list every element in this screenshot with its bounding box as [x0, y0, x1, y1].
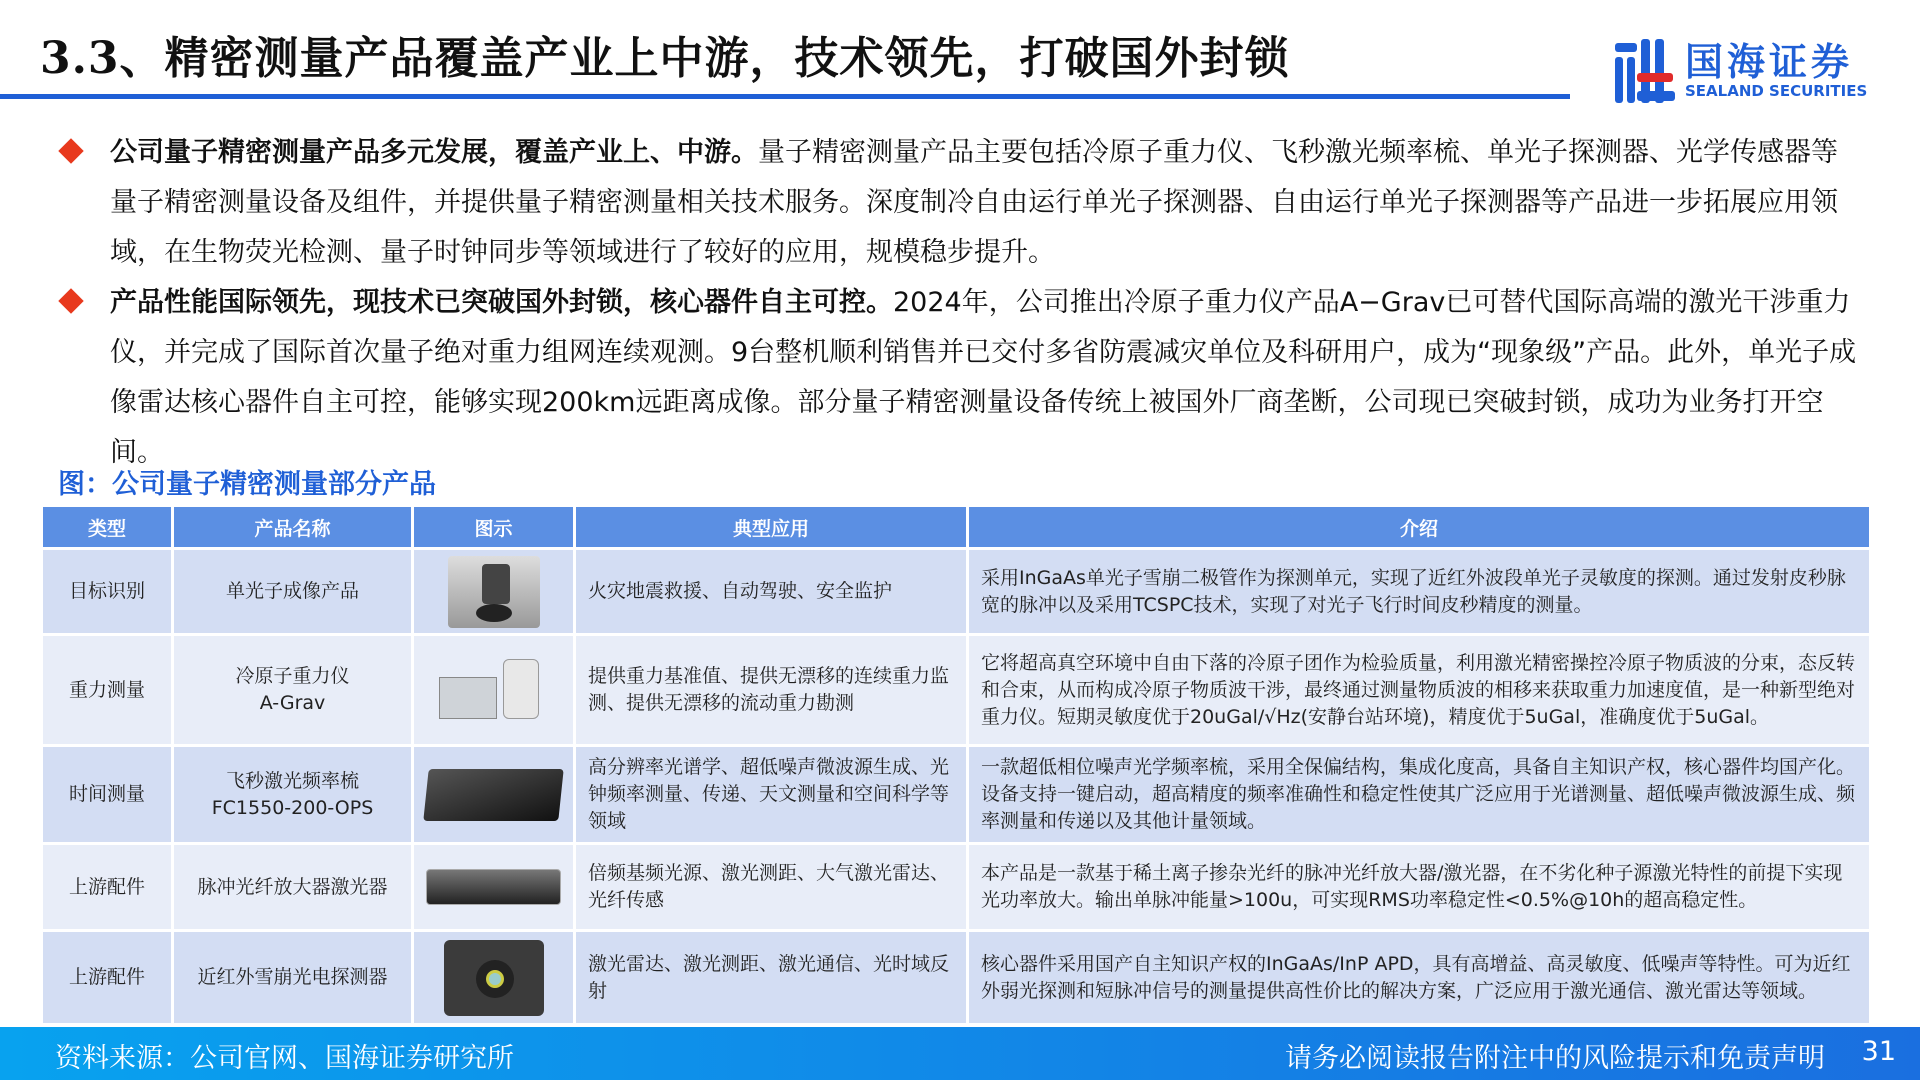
cell-type: 重力测量 [43, 636, 171, 744]
logo-en: SEALAND SECURITIES [1685, 82, 1868, 100]
cell-intro: 采用InGaAs单光子雪崩二极管作为探测单元，实现了近红外波段单光子灵敏度的探测。通过发射皮秒脉宽的脉冲以及采用TCSPC技术，实现了对光子飞行时间皮秒精度的测量。 [969, 550, 1869, 633]
logo-mark-icon [1615, 39, 1675, 103]
footer-bar [0, 1027, 1920, 1080]
product-table [40, 504, 1872, 1026]
product-image [414, 636, 573, 744]
bullet-text: 2024年，公司推出冷原子重力仪产品A−Grav已可替代国际高端的激光干涉重力仪，并完成了国际首次量子绝对重力组网连续观测。9台整机顺利销售并已交付多省防震减灾单位及科研用户，成为“现象级”产品。此外，单光子成像雷达核心器件自主可控，能够实现200km远距离成像。部分量子精密测量设备传统上被国外厂商垄断，公司现已突破封锁，成功为业务打开空间。 [110, 287, 1857, 468]
cell-application: 高分辨率光谱学、超低噪声微波源生成、光钟频率测量、传递、天文测量和空间科学等领域 [576, 747, 966, 842]
header-type: 类型 [43, 507, 171, 547]
logo-cn: 国海证券 [1685, 40, 1854, 84]
table-row [43, 636, 1869, 744]
product-image [414, 550, 573, 633]
bullet-item [58, 128, 1858, 278]
page-number: 31 [1861, 1036, 1896, 1067]
header-name: 产品名称 [174, 507, 411, 547]
cell-name: 飞秒激光频率梳 FC1550-200-OPS [174, 747, 411, 842]
cell-intro: 本产品是一款基于稀土离子掺杂光纤的脉冲光纤放大器/激光器，在不劣化种子源激光特性的前提下实现光功率放大。输出单脉冲能量>100u，可实现RMS功率稳定性<0.5%@10h的超高稳定性。 [969, 845, 1869, 929]
bullet-text: 量子精密测量产品主要包括冷原子重力仪、飞秒激光频率梳、单光子探测器、光学传感器等量子精密测量设备及组件，并提供量子精密测量相关技术服务。深度制冷自由运行单光子探测器、自由运行单光子探测器等产品进一步拓展应用领域，在生物荧光检测、量子时钟同步等领域进行了较好的应用，规模稳步提升。 [110, 137, 1838, 268]
table-row [43, 747, 1869, 842]
cell-application: 火灾地震救援、自动驾驶、安全监护 [576, 550, 966, 633]
header-image: 图示 [414, 507, 573, 547]
figure-caption: 图：公司量子精密测量部分产品 [58, 469, 436, 500]
cell-type: 时间测量 [43, 747, 171, 842]
cell-name: 近红外雪崩光电探测器 [174, 932, 411, 1023]
company-logo [1615, 36, 1880, 106]
product-image [414, 747, 573, 842]
product-image [414, 845, 573, 929]
cell-name: 脉冲光纤放大器激光器 [174, 845, 411, 929]
bullet-heading: 产品性能国际领先，现技术已突破国外封锁，核心器件自主可控。 [110, 287, 893, 318]
bullet-item [58, 278, 1858, 478]
cell-application: 激光雷达、激光测距、激光通信、光时域反射 [576, 932, 966, 1023]
cell-application: 提供重力基准值、提供无漂移的连续重力监测、提供无漂移的流动重力勘测 [576, 636, 966, 744]
cell-name: 单光子成像产品 [174, 550, 411, 633]
diamond-bullet-icon [58, 138, 83, 163]
cell-type: 上游配件 [43, 845, 171, 929]
cell-type: 上游配件 [43, 932, 171, 1023]
header-intro: 介绍 [969, 507, 1869, 547]
bullet-list [58, 128, 1858, 478]
cell-intro: 核心器件采用国产自主知识产权的InGaAs/InP APD，具有高增益、高灵敏度、低噪声等特性。可为近红外弱光探测和短脉冲信号的测量提供高性价比的解决方案，广泛应用于激光通信、激光雷达等领域。 [969, 932, 1869, 1023]
cell-application: 倍频基频光源、激光测距、大气激光雷达、光纤传感 [576, 845, 966, 929]
header-application: 典型应用 [576, 507, 966, 547]
cell-intro: 它将超高真空环境中自由下落的冷原子团作为检验质量，利用激光精密操控冷原子物质波的分束，态反转和合束，从而构成冷原子物质波干涉，最终通过测量物质波的相移来获取重力加速度值，是一种新型绝对重力仪。短期灵敏度优于20uGal/√Hz(安静台站环境)，精度优于5uGal，准确度优于5uGal。 [969, 636, 1869, 744]
bullet-heading: 公司量子精密测量产品多元发展，覆盖产业上、中游。 [110, 137, 758, 168]
page-title: 3.3、精密测量产品覆盖产业上中游，技术领先，打破国外封锁 [40, 33, 1290, 84]
cell-name: 冷原子重力仪 A-Grav [174, 636, 411, 744]
table-row [43, 932, 1869, 1023]
table-row [43, 550, 1869, 633]
title-divider [0, 94, 1570, 99]
product-image [414, 932, 573, 1023]
cell-type: 目标识别 [43, 550, 171, 633]
disclaimer: 请务必阅读报告附注中的风险提示和免责声明 [1285, 1043, 1825, 1074]
source-note: 资料来源：公司官网、国海证券研究所 [55, 1043, 514, 1074]
table-row [43, 845, 1869, 929]
cell-intro: 一款超低相位噪声光学频率梳，采用全保偏结构，集成化度高，具备自主知识产权，核心器件均国产化。设备支持一键启动，超高精度的频率准确性和稳定性使其广泛应用于光谱测量、超低噪声微波源生成、频率测量和传递以及其他计量领域。 [969, 747, 1869, 842]
diamond-bullet-icon [58, 288, 83, 313]
